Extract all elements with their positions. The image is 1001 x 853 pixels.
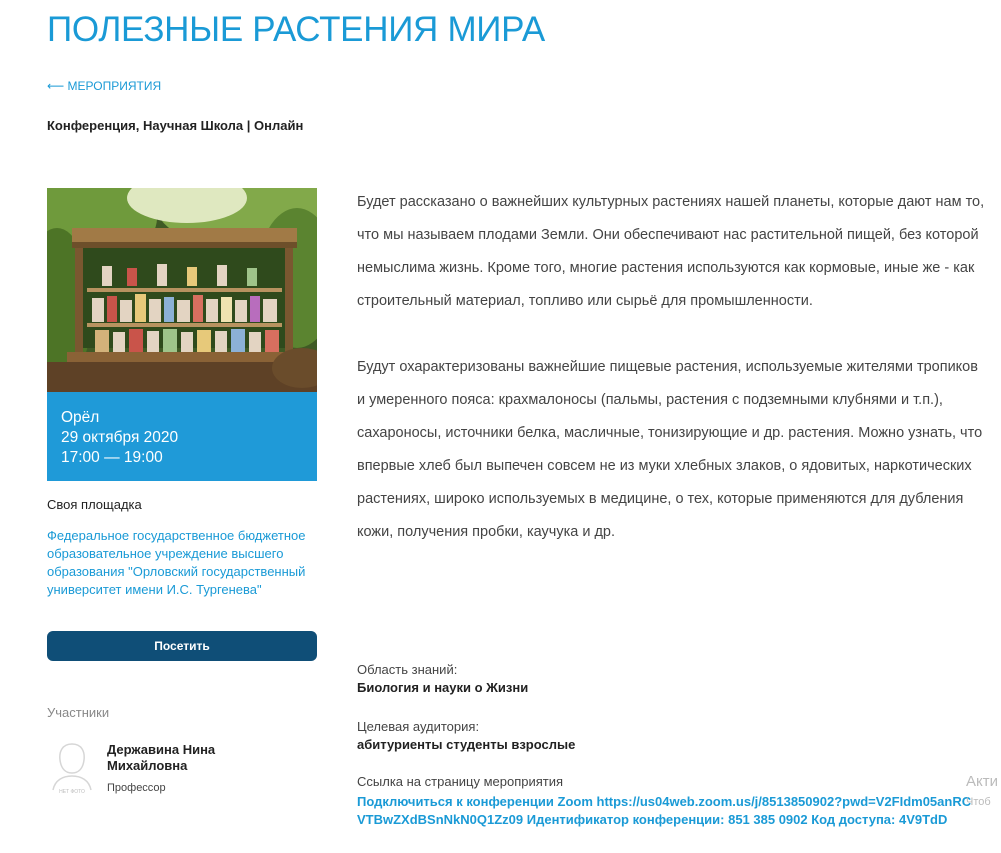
activate-windows-watermark (966, 772, 1001, 812)
participant-name[interactable]: Державина Нина Михайловна (107, 742, 216, 773)
field-value: Биология и науки о Жизни (357, 680, 529, 695)
activate-line-1: Акти (966, 773, 998, 790)
venue-label: Своя площадка (47, 497, 142, 512)
participant-role: Профессор (107, 782, 166, 794)
participant-avatar (47, 740, 97, 796)
event-date: 29 октября 2020 (61, 429, 179, 446)
activate-line-2: Чтоб (966, 796, 991, 808)
event-date-box (47, 392, 317, 481)
event-time: 17:00 — 19:00 (61, 449, 163, 466)
description-paragraph: Будут охарактеризованы важнейшие пищевые растения, используемые жителями тропиков и умеренного пояса: крахмалоносы (пальмы, растения с подземными клубнями и т.п.), сахароносы, источники белка, масличные, тонизирующие и др. растения. Можно узнать, что впервые хлеб был выпечен совсем не из муки хлебных злаков, о ядовитых, наркотических растениях, широко используемых в медицине, о тех, которые применяются для дубления кожи, получения пробки, каучука и др. (357, 359, 983, 540)
event-city: Орёл (61, 409, 100, 426)
back-to-events-link[interactable]: ⟵ МЕРОПРИЯТИЯ (47, 79, 162, 93)
event-type: Конференция, Научная Школа | Онлайн (47, 118, 304, 133)
page-title: ПОЛЕЗНЫЕ РАСТЕНИЯ МИРА (47, 10, 545, 49)
event-description (357, 186, 987, 582)
organization-link[interactable]: Федеральное государственное бюджетное образовательное учреждение высшего образования "Орловский государственный университет имени И.С. Тургенева" (47, 528, 306, 597)
description-paragraph: Будет рассказано о важнейших культурных растениях нашей планеты, которые дают нам то, что мы называем плодами Земли. Они обеспечивают нас растительной пищей, без которой немыслима жизнь. Кроме того, многие растения используются как кормовые, иные же - как строительный материал, топливо или сырьё для промышленности. (357, 194, 985, 309)
audience-value: абитуриенты студенты взрослые (357, 737, 576, 752)
event-link-label: Ссылка на страницу мероприятия (357, 774, 564, 789)
audience-label: Целевая аудитория: (357, 719, 480, 734)
person-placeholder-icon (47, 740, 97, 796)
zoom-conference-link[interactable]: Подключиться к конференции Zoom https://us04web.zoom.us/j/8513850902?pwd=V2FIdm05anRCVTBwZXdBSnNkN0Q1Zz09 Идентификатор конференции: 851 385 0902 Код доступа: 4V9TdD (357, 794, 972, 827)
avatar-caption: НЕТ ФОТО (59, 789, 85, 795)
event-photo (47, 188, 317, 392)
visit-button[interactable]: Посетить (47, 631, 317, 661)
participants-label: Участники (47, 705, 110, 720)
field-label: Область знаний: (357, 662, 458, 677)
